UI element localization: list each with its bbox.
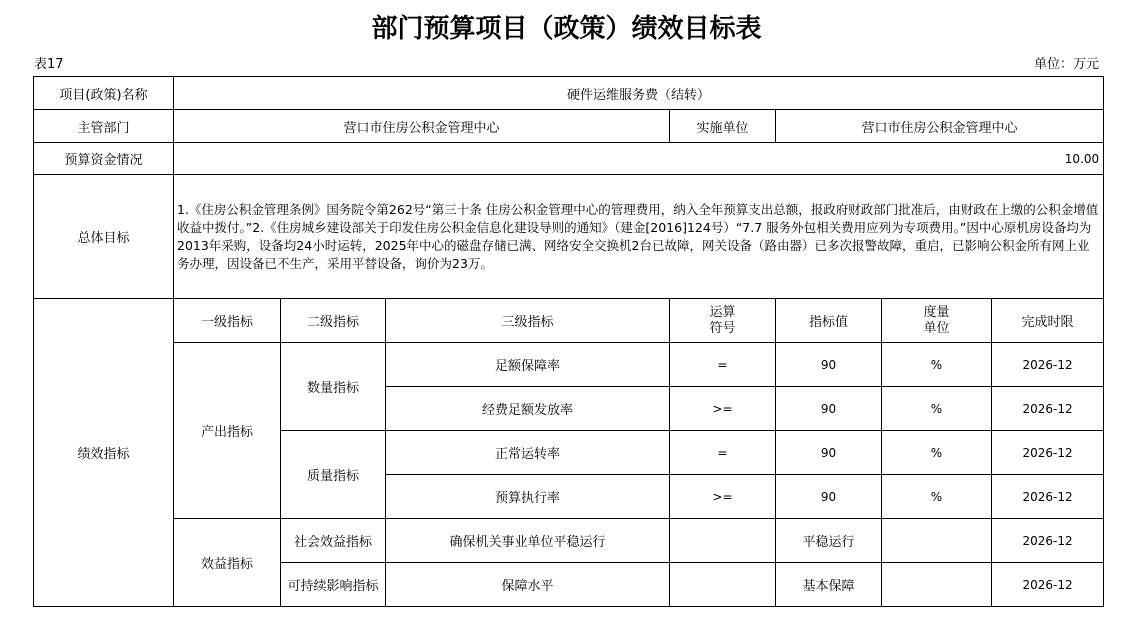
group-quality: 质量指标 — [281, 431, 386, 519]
group-sustain: 可持续影响指标 — [281, 563, 386, 607]
indicator-deadline: 2026-12 — [992, 431, 1104, 475]
perf-indicators-label: 绩效指标 — [34, 299, 174, 607]
header-unit-line1: 度量 — [923, 304, 950, 320]
indicator-name: 确保机关事业单位平稳运行 — [386, 519, 670, 563]
indicator-unit — [882, 519, 992, 563]
indicator-value: 90 — [776, 387, 882, 431]
indicator-deadline: 2026-12 — [992, 519, 1104, 563]
indicator-name: 足额保障率 — [386, 343, 670, 387]
indicator-deadline: 2026-12 — [992, 387, 1104, 431]
table-row — [34, 343, 1104, 387]
indicator-unit: % — [882, 387, 992, 431]
group-quantity: 数量指标 — [281, 343, 386, 431]
header-unit — [882, 299, 992, 343]
budget-label: 预算资金情况 — [34, 143, 174, 175]
indicator-name: 预算执行率 — [386, 475, 670, 519]
impl-unit-label: 实施单位 — [670, 110, 776, 143]
indicator-value: 90 — [776, 431, 882, 475]
unit-label: 单位：万元 — [1033, 57, 1099, 72]
header-level2: 二级指标 — [281, 299, 386, 343]
indicator-op — [670, 519, 776, 563]
overall-goal-text: 1.《住房公积金管理条例》国务院令第262号“第三十条 住房公积金管理中心的管理费用，纳入全年预算支出总额，报政府财政部门批准后，由财政在上缴的公积金增值收益中拨付。”2.《住房城乡建设部关于印发住房公积金信息化建设导则的通知》（建金[2016]124号）“7.7 服务外包相关费用应列为专项费用。”因中心原机房设备均为2013年采购，设备均24小时运转，2025年中心的磁盘存储已满、网络安全交换机2台已故障，网关设备（路由器）已多次报警故障，重启，已影响公积金所有网上业务办理，因设备已不生产，采用平替设备，询价为23万。 — [174, 175, 1104, 299]
indicator-name: 经费足额发放率 — [386, 387, 670, 431]
impl-unit-value: 营口市住房公积金管理中心 — [776, 110, 1104, 143]
group-benefit: 效益指标 — [174, 519, 281, 607]
header-operator — [670, 299, 776, 343]
indicator-deadline: 2026-12 — [992, 475, 1104, 519]
dept-label: 主管部门 — [34, 110, 174, 143]
budget-value: 10.00 — [174, 143, 1104, 175]
indicator-op: = — [670, 343, 776, 387]
table-row — [34, 299, 1104, 343]
table-row — [34, 110, 1104, 143]
header-value: 指标值 — [776, 299, 882, 343]
table-row — [34, 77, 1104, 110]
indicator-value: 平稳运行 — [776, 519, 882, 563]
header-operator-line2: 符号 — [709, 320, 736, 336]
header-level3: 三级指标 — [386, 299, 670, 343]
indicator-name: 正常运转率 — [386, 431, 670, 475]
indicator-op — [670, 563, 776, 607]
indicator-op: >= — [670, 475, 776, 519]
dept-value: 营口市住房公积金管理中心 — [174, 110, 670, 143]
indicator-value: 90 — [776, 343, 882, 387]
indicator-value: 90 — [776, 475, 882, 519]
header-level1: 一级指标 — [174, 299, 281, 343]
indicator-name: 保障水平 — [386, 563, 670, 607]
table-row — [34, 143, 1104, 175]
indicator-unit: % — [882, 475, 992, 519]
group-social: 社会效益指标 — [281, 519, 386, 563]
group-output: 产出指标 — [174, 343, 281, 519]
table-number: 表17 — [34, 57, 64, 72]
project-name-value: 硬件运维服务费（结转） — [174, 77, 1104, 110]
page-title: 部门预算项目（政策）绩效目标表 — [371, 14, 762, 44]
header-operator-line1: 运算 — [709, 304, 736, 320]
header-deadline: 完成时限 — [992, 299, 1104, 343]
header-unit-line2: 单位 — [923, 320, 950, 336]
indicator-unit — [882, 563, 992, 607]
indicator-unit: % — [882, 431, 992, 475]
project-name-label: 项目(政策)名称 — [34, 77, 174, 110]
performance-goal-table — [33, 76, 1104, 607]
indicator-value: 基本保障 — [776, 563, 882, 607]
indicator-op: = — [670, 431, 776, 475]
indicator-deadline: 2026-12 — [992, 563, 1104, 607]
indicator-unit: % — [882, 343, 992, 387]
overall-goal-label: 总体目标 — [34, 175, 174, 299]
indicator-deadline: 2026-12 — [992, 343, 1104, 387]
table-row — [34, 175, 1104, 299]
indicator-op: >= — [670, 387, 776, 431]
table-row — [34, 519, 1104, 563]
